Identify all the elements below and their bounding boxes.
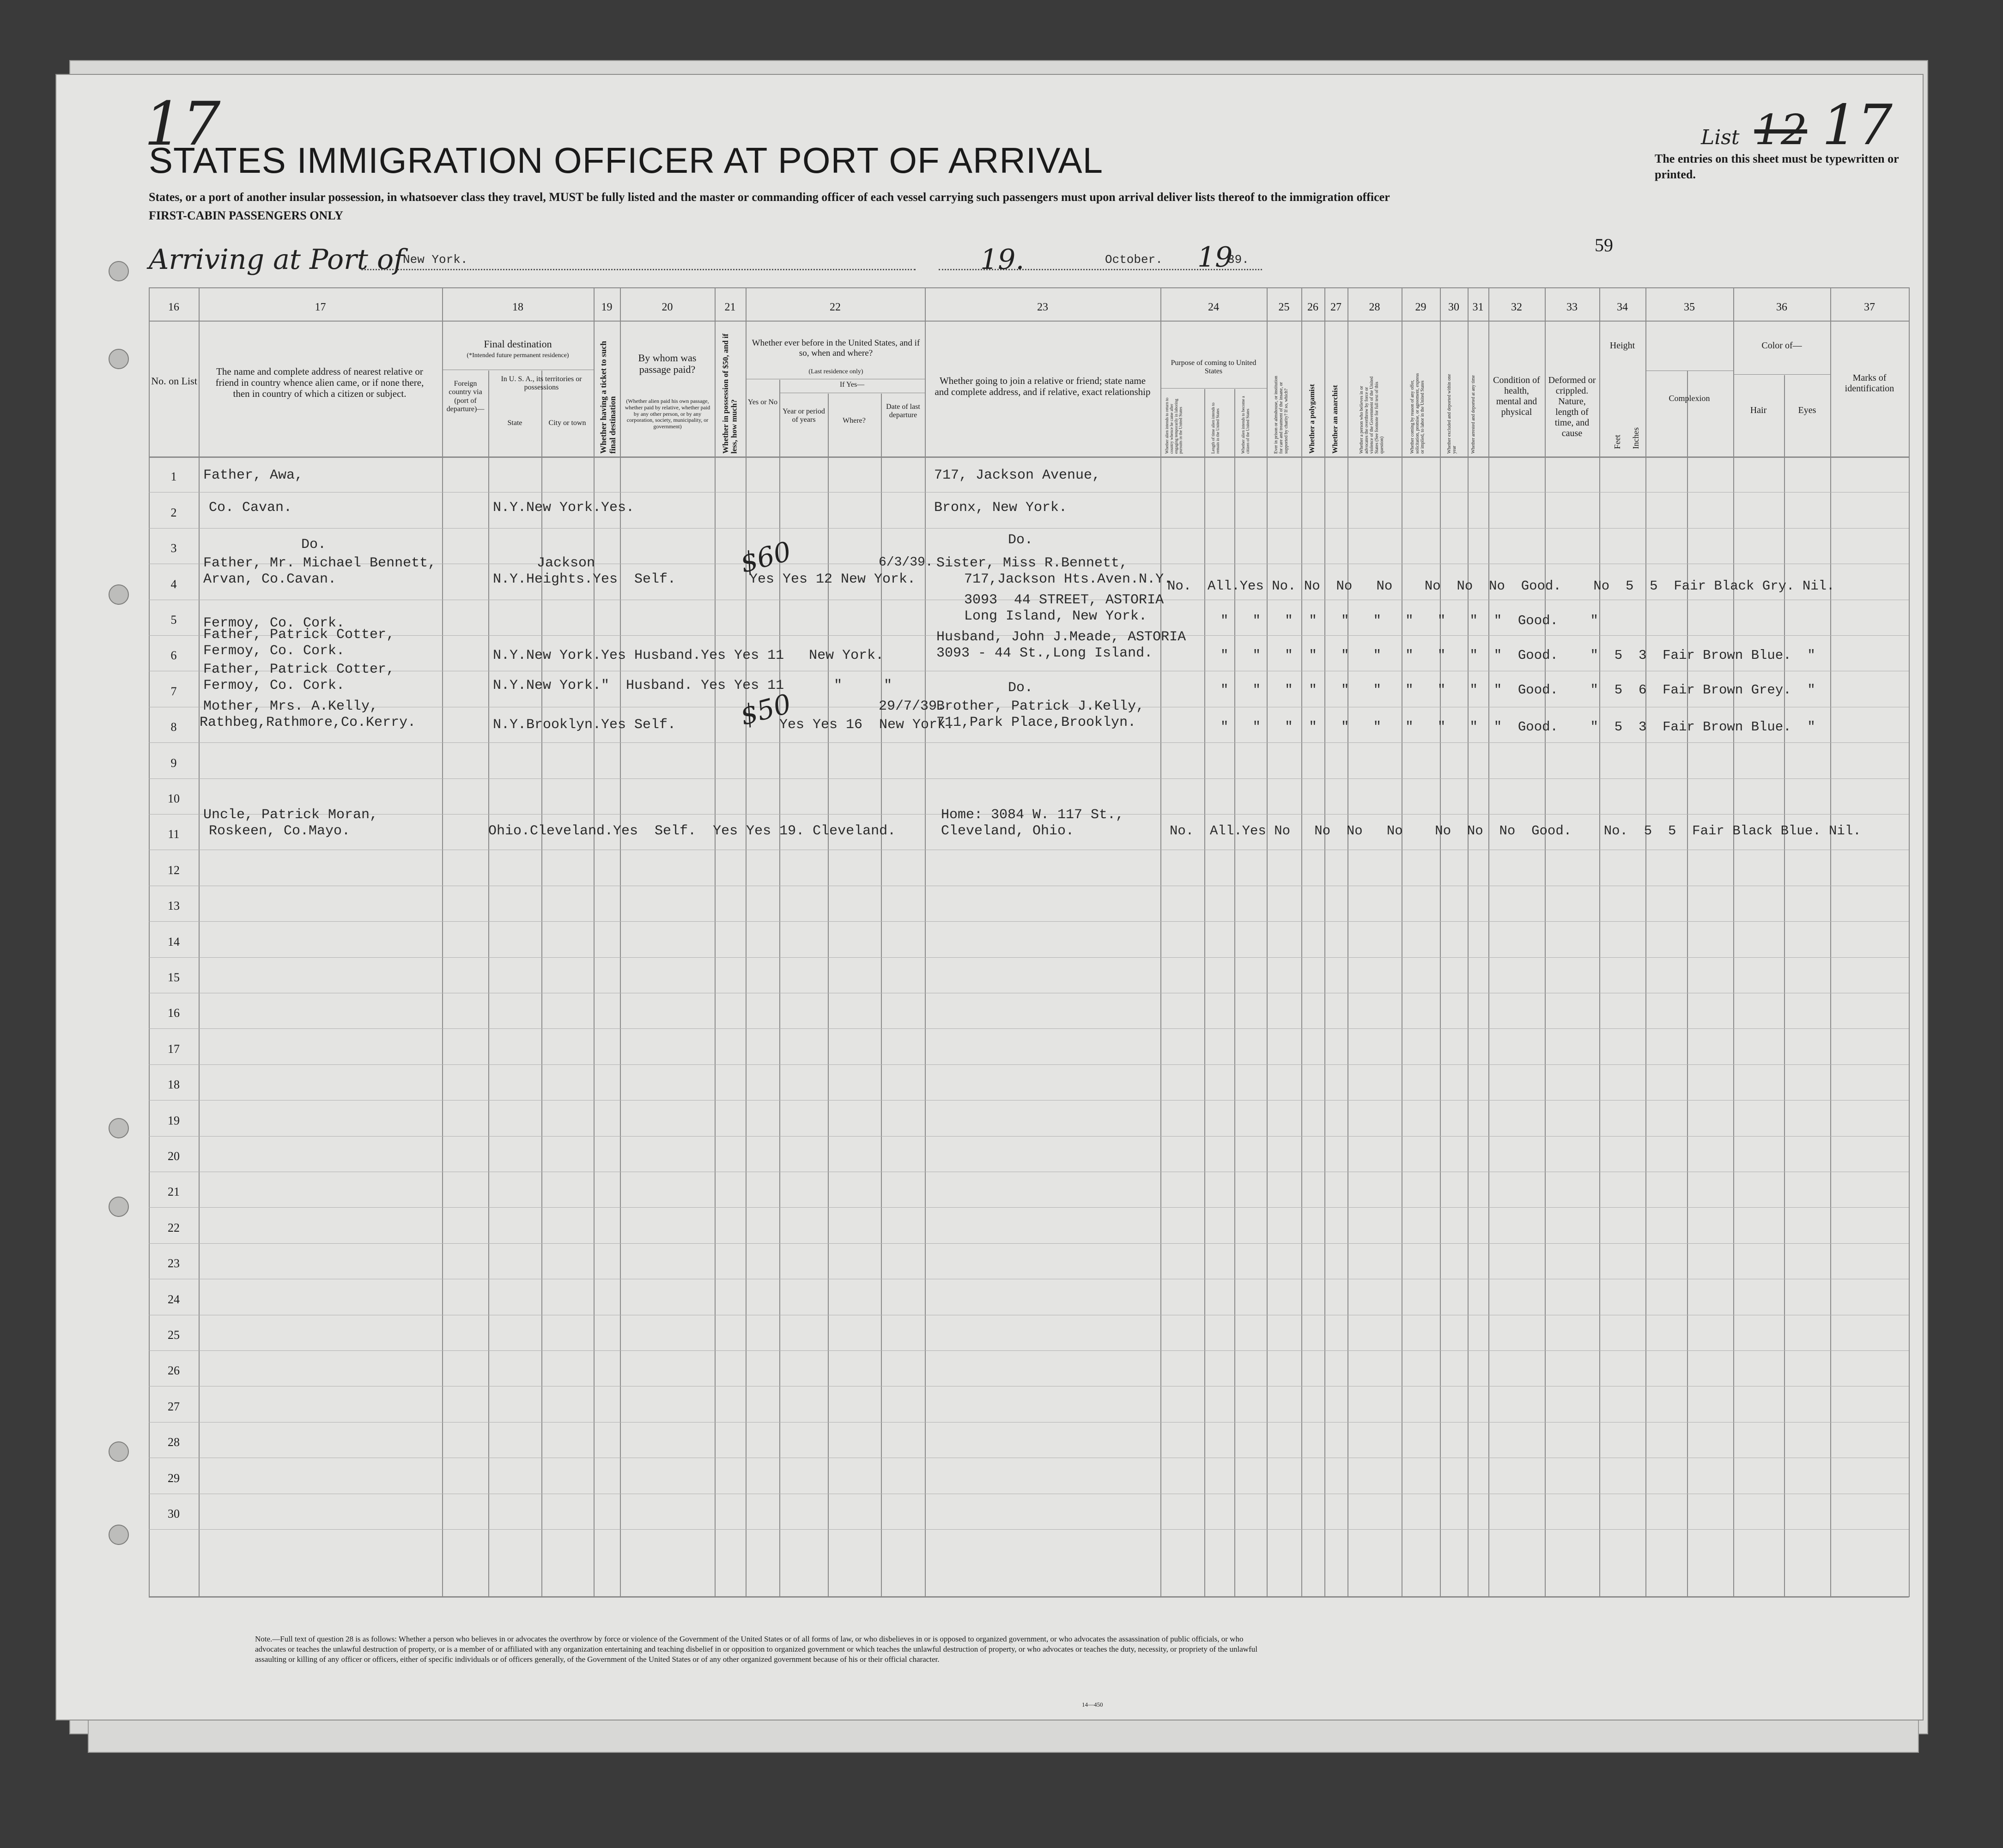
list-struck: 12 xyxy=(1754,106,1808,154)
r6-dest: N.Y.New York." Husband. Yes Yes 11 " " xyxy=(493,678,892,693)
port-value: New York. xyxy=(403,253,468,267)
r3-dest: N.Y.Heights.Yes Self. xyxy=(493,571,676,587)
row-line xyxy=(149,921,1909,922)
r5-join-b: 3093 - 44 St.,Long Island. xyxy=(936,645,1153,661)
r7-before: Yes Yes 16 New York. xyxy=(779,717,954,733)
col-line xyxy=(1301,287,1302,1597)
row-number: 21 xyxy=(168,1185,180,1199)
r10-dest: Ohio.Cleveland.Yes Self. Yes Yes 19. Cleveland. xyxy=(488,823,896,839)
day-value: 19. xyxy=(980,243,1025,276)
binder-hole xyxy=(109,261,129,281)
binder-hole xyxy=(109,349,129,369)
row-line xyxy=(149,1064,1909,1065)
row-number: 8 xyxy=(170,720,177,734)
r6-relative-a: Father, Patrick Cotter, xyxy=(203,662,395,677)
row-number: 5 xyxy=(170,613,177,626)
hdr-last-residence: (Last residence only) xyxy=(808,368,863,375)
row-number: 18 xyxy=(168,1078,180,1092)
row-line xyxy=(149,1028,1909,1029)
row-number: 20 xyxy=(168,1149,180,1163)
r10-join-b: Cleveland, Ohio. xyxy=(941,823,1074,839)
col-line xyxy=(1645,287,1646,1597)
hdr-complexion-label: Complexion xyxy=(1669,394,1710,403)
col-line xyxy=(620,287,621,1597)
col-number: 21 xyxy=(724,301,736,313)
row-number: 17 xyxy=(168,1042,180,1056)
r3-before: Yes Yes 12 New York. xyxy=(749,571,916,587)
hdr-foreign-country: Foreign country via (port of departure)— xyxy=(446,380,485,413)
row-number: 16 xyxy=(168,1006,180,1020)
subhead-line xyxy=(1733,374,1830,375)
hdr-in-usa: In U. S. A., its territories or possessions xyxy=(501,375,582,392)
row-number: 12 xyxy=(168,863,180,877)
r3-date: 6/3/39. xyxy=(879,555,933,570)
col-number: 16 xyxy=(168,301,179,313)
hdr-col25: Ever in prison or almshouse, or institution for care and treatment of the insane, or supported by charity? If so, which? xyxy=(1274,376,1289,454)
r3-relative-a: Father, Mr. Michael Bennett, xyxy=(203,555,437,571)
col-number: 34 xyxy=(1617,301,1628,313)
r4-relative: Fermoy, Co. Cork. xyxy=(203,615,345,631)
col-number: 31 xyxy=(1472,301,1484,313)
row-number: 10 xyxy=(168,792,180,805)
arriving-label: Arriving at Port of xyxy=(149,243,404,276)
row-number: 14 xyxy=(168,935,180,948)
hdr-col31: Whether arrested and deported at any time xyxy=(1471,375,1476,454)
handwritten-number: 17 xyxy=(144,89,221,159)
page-title: STATES IMMIGRATION OFFICER AT PORT OF ARRIVAL xyxy=(149,140,1104,181)
r6-join: Do. xyxy=(1008,680,1033,696)
hdr-nearest-relative: The name and complete address of nearest relative or friend in country whence alien came, or if none there, then in country of which a citizen or subject. xyxy=(215,366,424,400)
hdr-inches: Inches xyxy=(1631,427,1640,449)
r3-money: $60 xyxy=(737,535,795,579)
r3-join-a: Sister, Miss R.Bennett, xyxy=(936,555,1128,571)
table-colnum-bottom xyxy=(149,321,1909,322)
r7-money: $50 xyxy=(737,687,795,732)
col-line xyxy=(594,287,595,1597)
entries-note: The entries on this sheet must be typewritten or printed. xyxy=(1655,152,1899,181)
r7-relative-b: Rathbeg,Rathmore,Co.Kerry. xyxy=(200,715,416,730)
hdr-city: City or town xyxy=(548,419,586,427)
row-number: 26 xyxy=(168,1364,180,1378)
r7-tail: " " " " " " " " " " Good. " 5 3 Fair Brown Blue. " xyxy=(1220,719,1815,735)
col-number: 32 xyxy=(1511,301,1522,313)
r7-join-b: 711,Park Place,Brooklyn. xyxy=(936,715,1136,730)
r5-relative-a: Father, Patrick Cotter, xyxy=(203,627,395,643)
binder-hole xyxy=(109,1525,129,1545)
hdr-join-relative: Whether going to join a relative or friend; state name and complete address, and if relative, exact relationship xyxy=(935,375,1151,398)
r7-join-a: Brother, Patrick J.Kelly, xyxy=(936,699,1145,714)
row-number: 11 xyxy=(168,827,180,841)
r3-tail: No. All.Yes No. No No No No No No Good. No 5 5 Fair Black Gry. Nil. xyxy=(1167,578,1835,594)
row-number: 13 xyxy=(168,899,180,913)
r5-tail: " " " " " " " " " " Good. " 5 3 Fair Brown Blue. " xyxy=(1220,648,1815,663)
hdr-purpose-b: Length of time alien intends to remain in the United States xyxy=(1211,402,1220,454)
row-number: 23 xyxy=(168,1257,180,1270)
col-line xyxy=(1488,287,1489,1597)
row-number: 24 xyxy=(168,1292,180,1306)
page-number: 59 xyxy=(1595,235,1613,255)
row-number: 25 xyxy=(168,1328,180,1342)
col-line xyxy=(1733,287,1734,1597)
row-line xyxy=(149,1350,1909,1351)
hdr-col29: Whether coming by reason of any offer, solicitation, promise, or agreement, express or implied, to labor in the United States xyxy=(1410,373,1425,454)
subhead-line xyxy=(1160,388,1267,389)
row-line xyxy=(149,1529,1909,1530)
col-number: 25 xyxy=(1278,301,1290,313)
r10-join-a: Home: 3084 W. 117 St., xyxy=(941,807,1124,823)
r6-tail: " " " " " " " " " " Good. " 5 6 Fair Brown Grey. " xyxy=(1220,682,1815,698)
list-number-block xyxy=(1701,93,1893,158)
r1-relative-a: Father, Awa, xyxy=(203,468,303,483)
row-line xyxy=(149,1243,1909,1244)
r3-city-a: Jackson xyxy=(537,555,595,571)
r4-join-b: Long Island, New York. xyxy=(964,608,1147,624)
hdr-state: State xyxy=(507,419,522,427)
col-line xyxy=(1545,287,1546,1597)
hdr-purpose: Purpose of coming to United States xyxy=(1171,359,1256,376)
col-number: 33 xyxy=(1566,301,1578,313)
hdr-purpose-c: Whether alien intends to become a citizen of the United States xyxy=(1241,396,1250,454)
col-number: 27 xyxy=(1330,301,1341,313)
row-line xyxy=(149,957,1909,958)
row-line xyxy=(149,1207,1909,1208)
col-line xyxy=(746,287,747,1597)
instructions: States, or a port of another insular possession, in whatsoever class they travel, MUST be fully listed and the master or commanding officer of each vessel carrying such passengers must upon arrival deliver lists thereof to the immigration officer xyxy=(149,190,1390,204)
row-number: 6 xyxy=(170,649,177,663)
row-number: 19 xyxy=(168,1113,180,1127)
col-line xyxy=(1324,287,1325,1597)
row-line xyxy=(149,528,1909,529)
hdr-col28: Whether a person who believes in or advocates the overthrow by force or violence of the Government of the United States (See footnote for full text of this question) xyxy=(1359,376,1384,454)
r7-dest: N.Y.Brooklyn.Yes Self. xyxy=(493,717,676,733)
hdr-yes-or-no: Yes or No xyxy=(747,398,778,406)
row-number: 1 xyxy=(170,470,177,484)
r1-join-b: Bronx, New York. xyxy=(934,500,1068,516)
r3-relative-b: Arvan, Co.Cavan. xyxy=(203,571,337,587)
year-prefix: 19 xyxy=(1197,241,1233,274)
col-line xyxy=(1440,287,1441,1597)
r3-join-b: 717,Jackson Hts.Aven.N.Y. xyxy=(964,571,1172,587)
hdr-if-yes: If Yes— xyxy=(839,381,865,389)
col-number: 23 xyxy=(1037,301,1048,313)
row-number: 28 xyxy=(168,1435,180,1449)
col-line xyxy=(925,287,926,1597)
col-number: 18 xyxy=(512,301,523,313)
col-line xyxy=(1347,287,1348,1597)
table-header-bottom xyxy=(149,456,1909,458)
col-line xyxy=(149,287,150,1597)
row-number: 7 xyxy=(170,684,177,698)
form-number: 14—450 xyxy=(1082,1701,1103,1708)
r10-relative-a: Uncle, Patrick Moran, xyxy=(203,807,378,823)
row-line xyxy=(149,742,1909,743)
hdr-passage-paid: By whom was passage paid? xyxy=(638,352,697,376)
row-number: 4 xyxy=(170,577,177,591)
list-label: List xyxy=(1701,126,1740,149)
hdr-final-destination-note: (*Intended future permanent residence) xyxy=(467,352,569,359)
col-number: 28 xyxy=(1369,301,1380,313)
row-number: 15 xyxy=(168,971,180,984)
col-number: 36 xyxy=(1776,301,1787,313)
r2-relative: Do. xyxy=(301,537,327,553)
col-line xyxy=(1687,371,1688,1597)
row-number: 2 xyxy=(170,505,177,519)
r6-relative-b: Fermoy, Co. Cork. xyxy=(203,678,345,693)
row-number: 27 xyxy=(168,1399,180,1413)
hdr-where: Where? xyxy=(843,417,866,425)
col-line xyxy=(715,287,716,1597)
r10-tail: No. All.Yes No No No No No No No Good. No. 5 5 Fair Black Blue. Nil. xyxy=(1170,823,1861,839)
r7-relative-a: Mother, Mrs. A.Kelly, xyxy=(203,699,378,714)
binder-hole xyxy=(109,584,129,605)
col-number: 22 xyxy=(830,301,841,313)
col-number: 17 xyxy=(315,301,326,313)
r1-dest: N.Y.New York.Yes. xyxy=(493,500,635,516)
col-line xyxy=(1160,287,1161,1597)
col-line xyxy=(199,287,200,1597)
col-number: 37 xyxy=(1864,301,1875,313)
row-number: 9 xyxy=(170,756,177,770)
col-line xyxy=(1599,287,1600,1597)
hdr-passage-paid-note: (Whether alien paid his own passage, whether paid by relative, whether paid by any other person, or by any corporation, society, municipality, or government) xyxy=(625,398,710,430)
hdr-col26: Whether a polygamist xyxy=(1308,384,1316,454)
hdr-deformed: Deformed or crippled. Nature, length of time, and cause xyxy=(1548,375,1596,438)
hdr-eyes: Eyes xyxy=(1798,405,1816,415)
hdr-no-on-list: No. on List xyxy=(151,375,197,387)
col-line xyxy=(541,371,542,1597)
hdr-marks: Marks of identification xyxy=(1845,373,1894,394)
col-number: 24 xyxy=(1208,301,1219,313)
col-number: 35 xyxy=(1684,301,1695,313)
col-line xyxy=(488,371,489,1597)
month-value: October. xyxy=(1105,253,1163,267)
row-line xyxy=(149,1136,1909,1137)
hdr-ticket: Whether having a ticket to such final destination xyxy=(599,340,617,454)
r1-join-a: 717, Jackson Avenue, xyxy=(934,468,1101,483)
list-number: 17 xyxy=(1822,93,1893,158)
hdr-col27: Whether an anarchist xyxy=(1331,385,1339,454)
row-number: 3 xyxy=(170,541,177,555)
hdr-possession-50: Whether in possession of $50, and if less, how much? xyxy=(721,334,739,454)
col-number: 20 xyxy=(662,301,673,313)
col-number: 30 xyxy=(1448,301,1459,313)
r2-join: Do. xyxy=(1008,532,1033,548)
year-suffix: 39. xyxy=(1227,253,1249,267)
hdr-condition: Condition of health, mental and physical xyxy=(1493,375,1540,417)
col-line xyxy=(442,287,443,1597)
col-number: 26 xyxy=(1307,301,1318,313)
r10-relative-b: Roskeen, Co.Mayo. xyxy=(209,823,351,839)
r4-join-a: 3093 44 STREET, ASTORIA xyxy=(964,592,1164,608)
col-number: 29 xyxy=(1415,301,1426,313)
hdr-height: Height xyxy=(1609,340,1635,351)
hdr-date-departure: Date of last departure xyxy=(886,403,920,419)
hdr-feet: Feet xyxy=(1613,435,1622,449)
hdr-year-period: Year or period of years xyxy=(783,407,825,424)
row-number: 30 xyxy=(168,1507,180,1520)
hdr-purpose-a: Whether alien intends to return to country whence he came after engaging temporarily in laboring pursuits in the United States xyxy=(1165,397,1183,454)
r4-tail: " " " " " " " " " " Good. " xyxy=(1220,613,1598,628)
r1-relative-b: Co. Cavan. xyxy=(209,500,292,516)
cabin-class: FIRST-CABIN PASSENGERS ONLY xyxy=(149,209,343,222)
hdr-ever-before: Whether ever before in the United States, and if so, when and where? xyxy=(752,338,920,358)
binder-hole xyxy=(109,1118,129,1138)
r7-date: 29/7/39. xyxy=(879,699,946,714)
hdr-final-destination: Final destination xyxy=(484,338,552,350)
hdr-color-of: Color of— xyxy=(1761,340,1802,351)
r5-dest: N.Y.New York.Yes Husband.Yes Yes 11 New York. xyxy=(493,648,884,663)
manifest-sheet xyxy=(55,74,1924,1720)
row-line xyxy=(149,778,1909,779)
hdr-col30: Whether excluded and deported within one year xyxy=(1447,374,1457,454)
table-top xyxy=(149,287,1909,288)
col-line xyxy=(1909,287,1910,1597)
col-line xyxy=(1830,287,1831,1597)
binder-hole xyxy=(109,1441,129,1462)
col-line xyxy=(1267,287,1268,1597)
r5-join-a: Husband, John J.Meade, ASTORIA xyxy=(936,629,1186,645)
col-line xyxy=(1468,287,1469,1597)
r5-relative-b: Fermoy, Co. Cork. xyxy=(203,643,345,659)
row-number: 29 xyxy=(168,1471,180,1485)
footnote: Note.—Full text of question 28 is as follows: Whether a person who believes in or advocates the overthrow by force or violence of the Government of the United States or of all forms of law, or who disbelieves in or is opposed to organized government, or who advocates the assassination of public officials, or who advocates or teaches the unlawful destruction of property, or is a member of or affiliated with any organization entertaining and teaching disbelief in or opposition to organized government or which teaches the unlawful destruction of property, or who advocates or teaches the duty, necessity, or propriety of the unlawful assaulting or killing of any officer or officers, either of specific individuals or of officers generally, of the Government of the United States or of any other organized government because of his or their official character. xyxy=(255,1635,1257,1664)
row-number: 22 xyxy=(168,1221,180,1234)
port-line xyxy=(361,269,916,270)
table-bottom xyxy=(149,1596,1909,1598)
col-number: 19 xyxy=(601,301,613,313)
col-line xyxy=(1784,375,1785,1597)
binder-hole xyxy=(109,1197,129,1217)
hdr-hair: Hair xyxy=(1750,405,1767,415)
